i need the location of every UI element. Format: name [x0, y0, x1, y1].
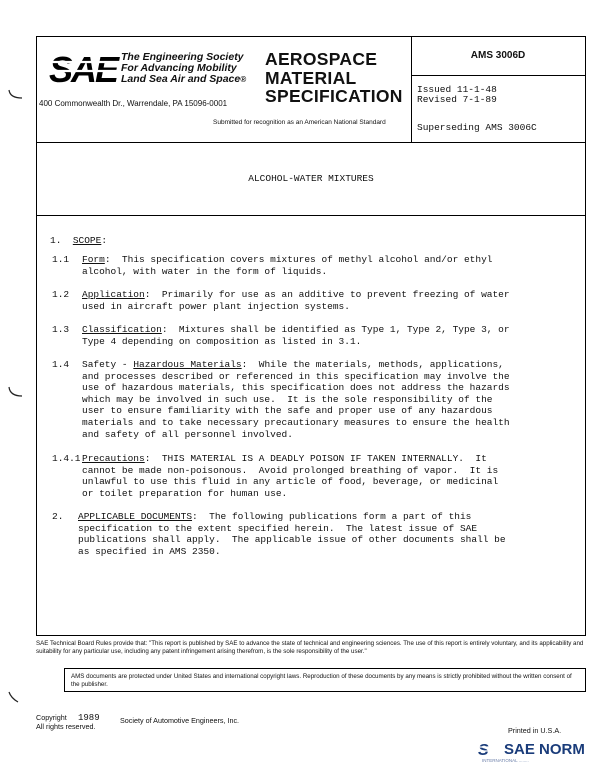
section-1-scope: 1. SCOPE: [50, 235, 108, 246]
section-1-3-num: 1.3 [52, 324, 70, 335]
copyright-year: 1989 [78, 713, 100, 723]
section-1-2-num: 1.2 [52, 289, 70, 300]
submitted-note: Submitted for recognition as an American National Standard [213, 119, 386, 126]
section-1-2-application: Application: Primarily for use as an additive to prevent freezing of water used in aircraft power plant injection systems. [82, 289, 510, 312]
copyright-label: Copyright [36, 713, 67, 722]
watermark-subtext: INTERNATIONAL ........ [482, 758, 529, 763]
watermark-text: SAE NORM [504, 740, 585, 758]
section-2-applicable-documents: APPLICABLE DOCUMENTS: The following publications form a part of this specification to the extent specified herein. The latest issue of SAE publications shall apply. The applicable issue of other documents shall be as specified in AMS 2350. [78, 511, 506, 557]
document-title: ALCOHOL-WATER MIXTURES [248, 173, 374, 184]
watermark [478, 740, 585, 763]
section-1-1-form: Form: This specification covers mixtures of methyl alcohol and/or ethyl alcohol, with water in the form of liquids. [82, 254, 493, 277]
margin-mark-bottom [6, 690, 26, 704]
society-name: The Engineering Society For Advancing Mobility Land Sea Air and Space® [121, 51, 247, 85]
section-2-num: 2. [52, 511, 64, 522]
society-address: 400 Commonwealth Dr., Warrendale, PA 15096-0001 [39, 99, 228, 108]
margin-mark-top [6, 88, 26, 102]
copyright-notice: AMS documents are protected under United States and international copyright laws. Reproduction of these documents by any means is strictly prohibited without the written consent of the publisher. [64, 668, 586, 692]
ams-number-divider [411, 75, 585, 76]
issue-dates [417, 85, 497, 105]
issued-date: Issued 11-1-48 [417, 84, 497, 95]
printed-in: Printed in U.S.A. [508, 726, 562, 735]
section-1-4-num: 1.4 [52, 359, 70, 370]
section-1-4-1-precautions: Precautions: THIS MATERIAL IS A DEADLY POISON IF TAKEN INTERNALLY. It cannot be made non-poisonous. Avoid prolonged breathing of vapor. It is unlawful to use this fluid in any article of food, beverage, or medicinal or toilet preparation for human use. [82, 453, 499, 499]
section-1-4-1-num: 1.4.1 [52, 453, 81, 464]
technical-board-rules: SAE Technical Board Rules provide that: "This report is published by SAE to advance the state of technical and engineering sciences. The use of this report is entirely voluntary, and its applicability and suitability for any particular use, including any patent infringement arising therefrom, is the sole responsibility of the user." [36, 640, 584, 656]
ams-number: AMS 3006D [470, 50, 526, 61]
society-full-name: Society of Automotive Engineers, Inc. [120, 716, 240, 725]
rights-reserved: All rights reserved. [36, 721, 96, 731]
margin-mark-middle [6, 386, 26, 400]
section-1-3-classification: Classification: Mixtures shall be identified as Type 1, Type 2, Type 3, or Type 4 depending on composition as listed in 3.1. [82, 324, 510, 347]
sae-logo-text: SAE [49, 49, 118, 89]
superseding: Superseding AMS 3006C [417, 122, 537, 133]
watermark-logo-icon [478, 740, 500, 758]
revised-date: Revised 7-1-89 [417, 94, 497, 105]
registered-mark: ® [240, 75, 247, 84]
sae-logo [47, 49, 123, 89]
section-1-1-num: 1.1 [52, 254, 70, 265]
svg-text:S: S [478, 742, 489, 758]
spec-title: AEROSPACE MATERIAL SPECIFICATION [265, 49, 403, 106]
header-divider [37, 142, 585, 143]
title-divider [37, 215, 585, 216]
section-1-4-safety: Safety - Hazardous Materials: While the materials, methods, applications, and processes described or referenced in this specification may involve the use of hazardous materials, this specification does not address the hazards which may be involved in such use. It is the sole responsibility of the user to ensure familiarity with the safe and proper use of any hazardous materials and to take necessary precautionary measures to ensure the health and safety of all personnel involved. [82, 359, 510, 440]
